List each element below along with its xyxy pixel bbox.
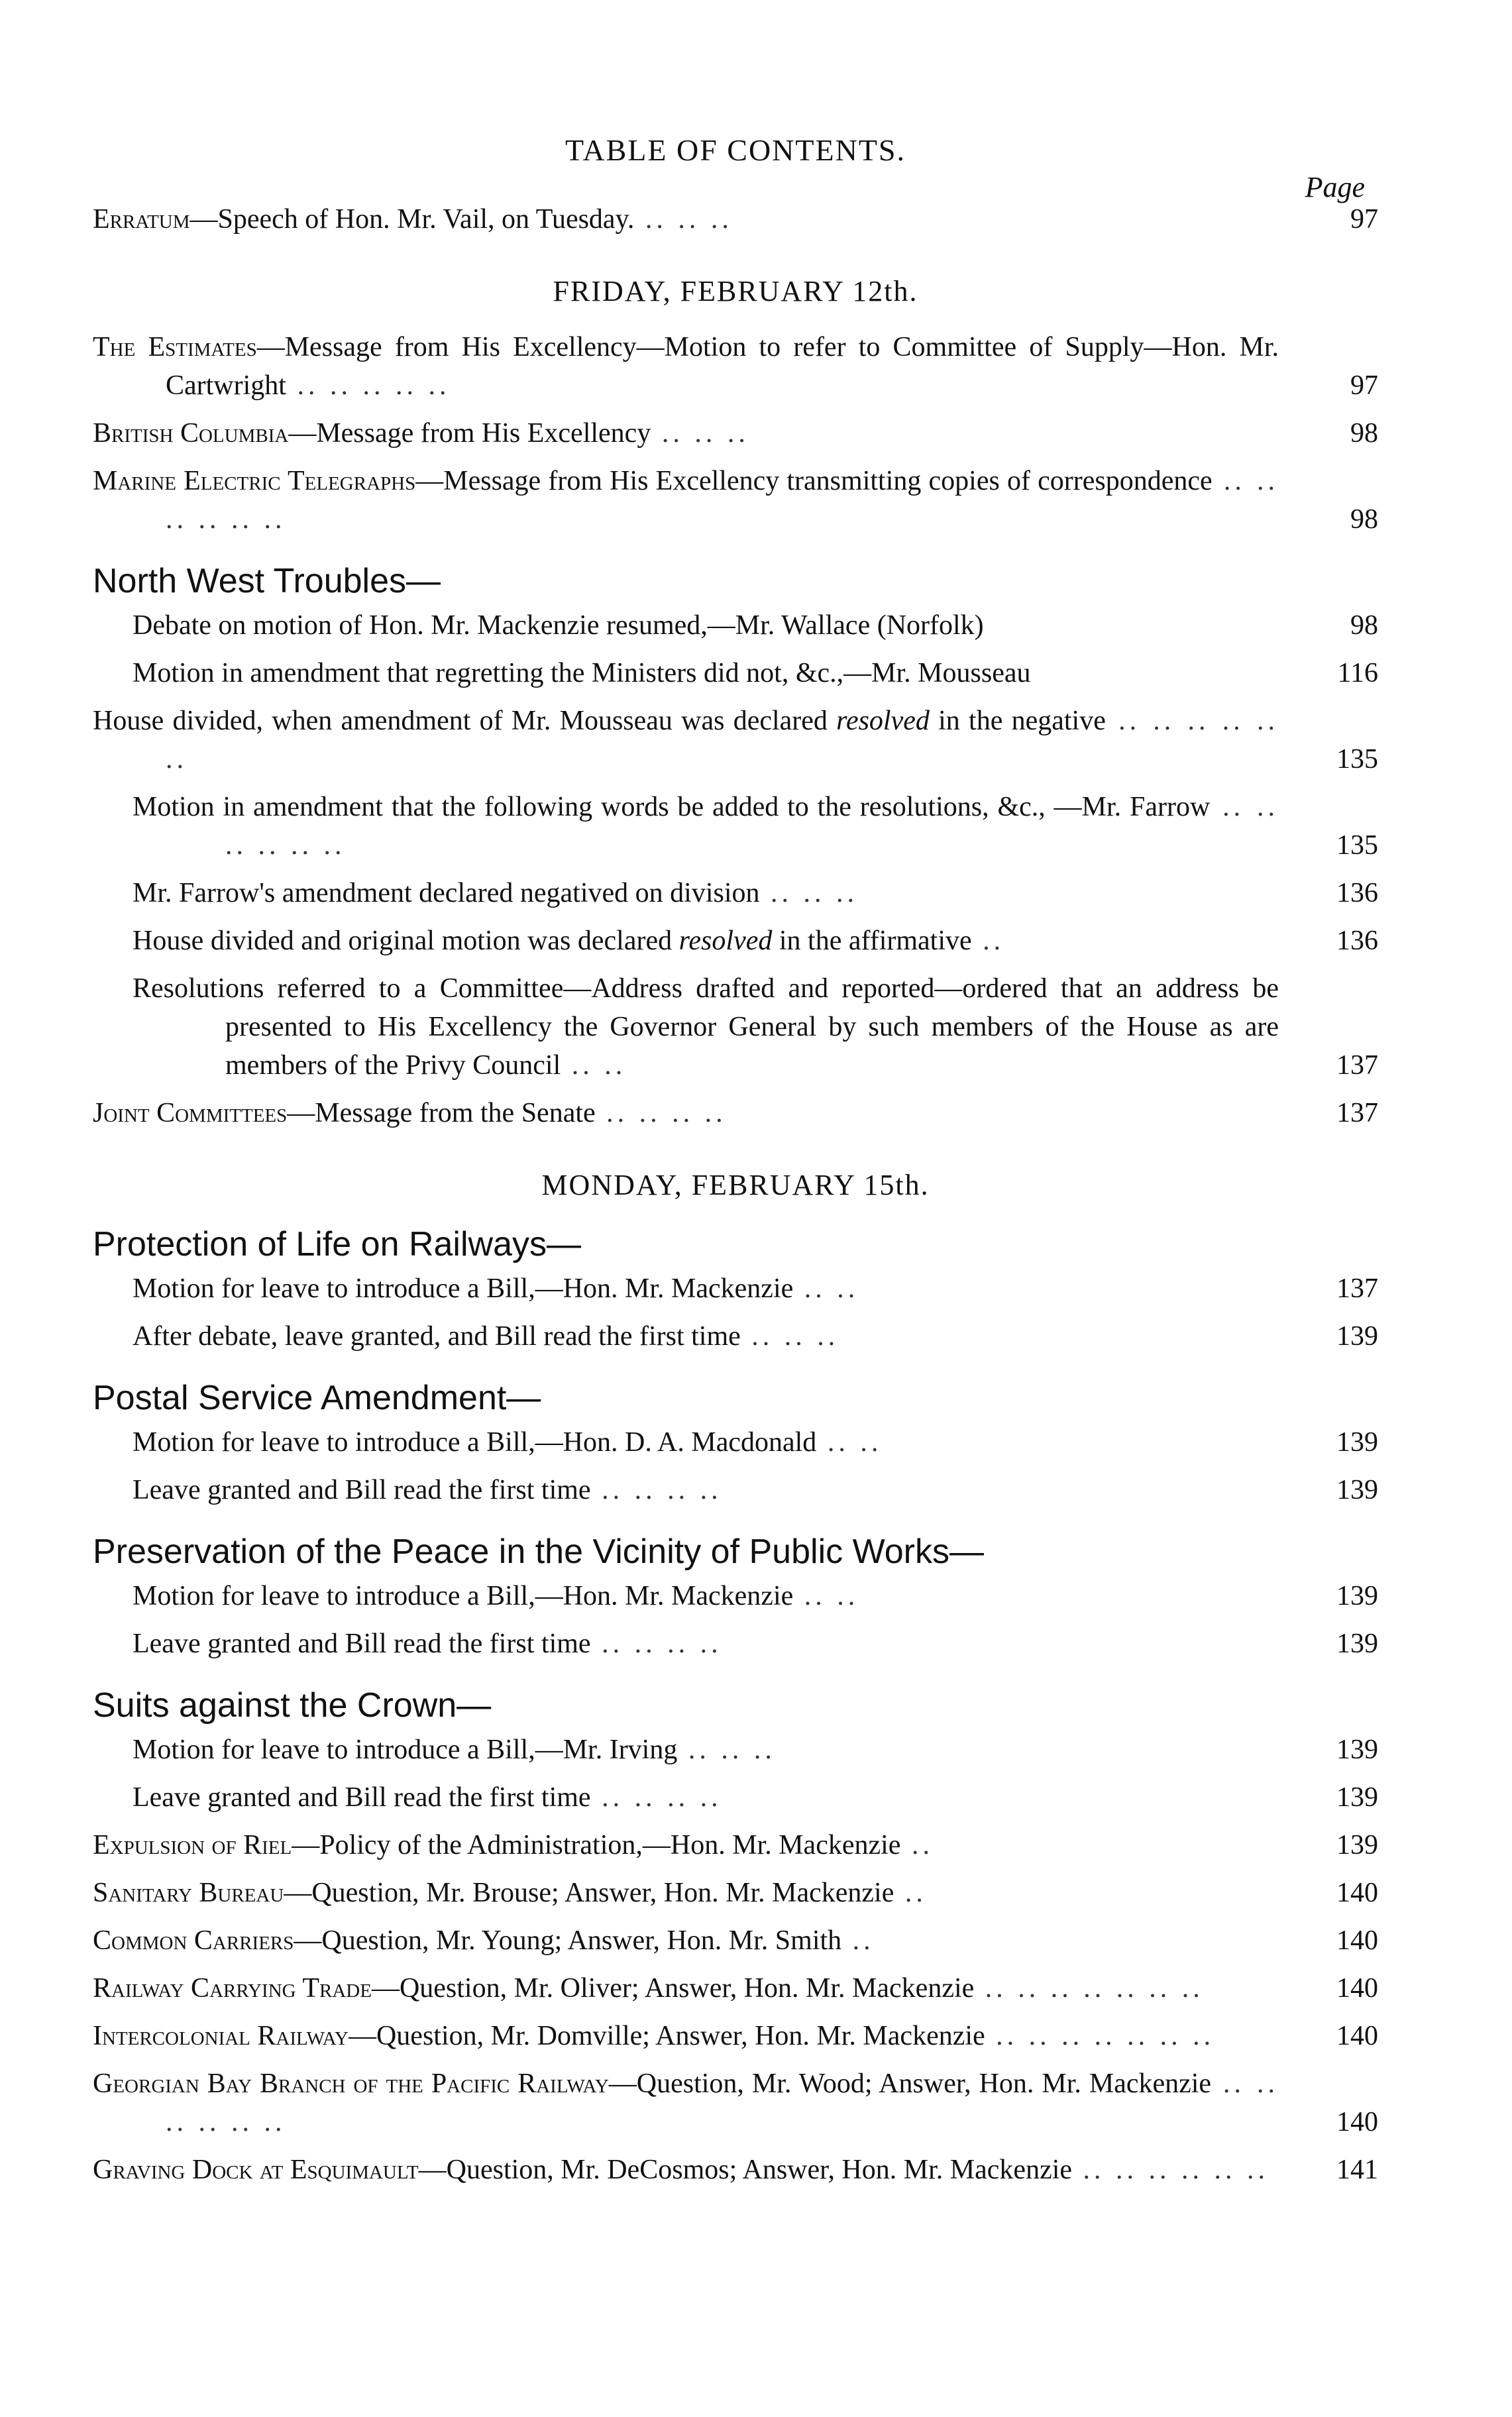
entry-text: —Message from His Excellency—Motion to refer to Committee of Supply—Hon. Mr. Cartwright	[166, 332, 1279, 401]
leader-dots: .. .. ..	[759, 878, 858, 908]
date-heading: MONDAY, FEBRUARY 15th.	[541, 1169, 930, 1201]
entry-text: Resolutions referred to a Committee—Address drafted and reported—ordered that an address be presented to His Excellency the Governor General by such members of the House as are members of the Privy Council	[133, 973, 1279, 1081]
toc-entry	[93, 1577, 1378, 1615]
section-heading: Suits against the Crown—	[93, 1686, 492, 1725]
entry-heading: The Estimates	[93, 332, 257, 362]
section-heading: Preservation of the Peace in the Vicinity of Public Works—	[93, 1532, 984, 1571]
entry-text: —Question, Mr. Oliver; Answer, Hon. Mr. Mackenzie	[371, 1973, 975, 2004]
entry-heading: Marine Electric Telegraphs	[93, 466, 416, 496]
leader-dots: .. .. .. .. .. .. ..	[974, 1973, 1204, 2004]
toc-entry	[93, 1921, 1378, 1960]
page-number: 140	[1336, 1878, 1378, 1908]
toc-page	[93, 133, 1378, 2198]
leader-dots: .. .. ..	[634, 204, 733, 235]
entry-text: Leave granted and Bill read the first time	[133, 1629, 591, 1659]
leader-dots: ..	[841, 1925, 875, 1956]
leader-dots: .. .. .. .. .. ..	[166, 706, 1279, 775]
page-number: 135	[1336, 830, 1378, 861]
leader-dots: .. ..	[816, 1427, 883, 1458]
entry-heading: Georgian Bay Branch of the Pacific Railway	[93, 2068, 609, 2099]
entry-heading: Sanitary Bureau	[93, 1878, 284, 1908]
entry-text: —Message from His Excellency transmitting copies of correspondence	[415, 466, 1213, 496]
page-number: 136	[1336, 926, 1378, 956]
entry-text: Leave granted and Bill read the first time	[133, 1475, 591, 1505]
entry-text: House divided, when amendment of Mr. Mousseau was declared resolved in the negative	[93, 706, 1106, 736]
page-number: 139	[1336, 1629, 1378, 1659]
entry-text: Leave granted and Bill read the first time	[133, 1782, 591, 1813]
page-number: 139	[1336, 1830, 1378, 1860]
date-heading: FRIDAY, FEBRUARY 12th.	[553, 275, 918, 307]
entry-text: —Question, Mr. Domville; Answer, Hon. Mr. Mackenzie	[348, 2021, 985, 2051]
page-number: 139	[1336, 1581, 1378, 1611]
toc-entry	[93, 1731, 1378, 1769]
page-number: 140	[1336, 2021, 1378, 2051]
toc-entry	[93, 1778, 1378, 1817]
toc-entry	[93, 969, 1378, 1085]
leader-dots: .. .. .. ..	[590, 1475, 722, 1505]
toc-entry	[93, 1471, 1378, 1509]
leader-dots: .. ..	[561, 1050, 627, 1081]
leader-dots: .. .. .. .. ..	[286, 370, 451, 401]
entry-text: —Policy of the Administration,—Hon. Mr. Mackenzie	[292, 1830, 901, 1860]
leader-dots: .. .. .. .. .. ..	[225, 792, 1279, 861]
page-number: 98	[1350, 504, 1378, 535]
entry-heading: British Columbia	[93, 418, 289, 449]
page-number: 136	[1336, 878, 1378, 908]
leader-dots: .. .. .. .. .. .. ..	[985, 2021, 1215, 2051]
entry-text: —Message from His Excellency	[288, 418, 651, 449]
toc-entry	[93, 702, 1378, 779]
toc-entry	[93, 922, 1378, 960]
page-number: 141	[1336, 2155, 1378, 2185]
toc-entry	[93, 788, 1378, 865]
page-number: 98	[1350, 418, 1378, 449]
entry-text: —Question, Mr. Young; Answer, Hon. Mr. Smith	[294, 1925, 842, 1956]
entry-text: Mr. Farrow's amendment declared negatived on division	[133, 878, 760, 908]
page-number: 140	[1336, 1973, 1378, 2004]
entry-heading: Joint Committees	[93, 1098, 288, 1128]
entry-text: Motion for leave to introduce a Bill,—Hon. D. A. Macdonald	[133, 1427, 817, 1458]
entry-text: —Question, Mr. Wood; Answer, Hon. Mr. Mackenzie	[608, 2068, 1212, 2099]
leader-dots: ..	[900, 1830, 934, 1860]
toc-entry	[93, 462, 1378, 539]
toc-entry	[93, 200, 1378, 239]
toc-entry	[93, 1317, 1378, 1356]
leader-dots: .. .. .. .. .. ..	[166, 466, 1279, 535]
leader-dots: .. .. .. ..	[595, 1098, 727, 1128]
leader-dots: ..	[971, 926, 1005, 956]
leader-dots: .. .. ..	[651, 418, 749, 449]
entry-heading: Intercolonial Railway	[93, 2021, 349, 2051]
entry-heading: Graving Dock at Esquimault	[93, 2155, 419, 2185]
leader-dots: .. .. ..	[677, 1735, 776, 1765]
page-number: 139	[1336, 1735, 1378, 1765]
leader-dots: .. ..	[793, 1581, 859, 1611]
entry-text: Motion in amendment that regretting the Ministers did not, &c.,—Mr. Mousseau	[133, 658, 1031, 688]
page-number: 116	[1337, 658, 1378, 688]
page-number: 139	[1336, 1475, 1378, 1505]
toc-entry	[93, 1423, 1378, 1462]
leader-dots: ..	[894, 1878, 927, 1908]
page-number: 137	[1336, 1050, 1378, 1081]
toc-entry	[93, 1269, 1378, 1308]
entry-text: After debate, leave granted, and Bill read the first time	[133, 1321, 741, 1352]
entry-text: Motion in amendment that the following words be added to the resolutions, &c., —Mr. Farrow	[133, 792, 1211, 822]
page-number: 137	[1336, 1098, 1378, 1128]
entry-text: Debate on motion of Hon. Mr. Mackenzie resumed,—Mr. Wallace (Norfolk)	[133, 610, 984, 641]
page-number: 139	[1336, 1782, 1378, 1813]
leader-dots: .. .. .. ..	[590, 1629, 722, 1659]
entry-heading: Common Carriers	[93, 1925, 294, 1956]
page-number: 97	[1350, 204, 1378, 235]
leader-dots: .. .. .. .. .. ..	[166, 2068, 1279, 2137]
page-number: 97	[1350, 370, 1378, 401]
page-number: 135	[1336, 744, 1378, 775]
page-number: 140	[1336, 1925, 1378, 1956]
toc-entry	[93, 1826, 1378, 1864]
entry-text: —Speech of Hon. Mr. Vail, on Tuesday.	[189, 204, 635, 235]
section-heading: Postal Service Amendment—	[93, 1379, 541, 1417]
section-heading: Protection of Life on Railways—	[93, 1225, 582, 1263]
entry-text: —Question, Mr. Brouse; Answer, Hon. Mr. Mackenzie	[284, 1878, 894, 1908]
toc-entry	[93, 1969, 1378, 2008]
entry-text: Motion for leave to introduce a Bill,—Mr. Irving	[133, 1735, 678, 1765]
leader-dots: .. ..	[793, 1273, 859, 1304]
entry-heading: Expulsion of Riel	[93, 1830, 292, 1860]
toc-entry	[93, 2017, 1378, 2055]
entry-text: —Message from the Senate	[287, 1098, 596, 1128]
page-column-header: Page	[1305, 171, 1365, 203]
page-number: 140	[1336, 2107, 1378, 2137]
entry-text: Motion for leave to introduce a Bill,—Hon. Mr. Mackenzie	[133, 1273, 794, 1304]
page-number: 98	[1350, 610, 1378, 641]
toc-entry	[93, 1094, 1378, 1132]
page-number: 139	[1336, 1427, 1378, 1458]
toc-entry	[93, 1874, 1378, 1912]
toc-entry	[93, 414, 1378, 453]
toc-entry	[93, 2151, 1378, 2189]
section-heading: North West Troubles—	[93, 562, 441, 600]
toc-entry	[93, 1625, 1378, 1663]
toc-body	[93, 200, 1378, 2189]
toc-entry	[93, 2065, 1378, 2141]
entry-text: —Question, Mr. DeCosmos; Answer, Hon. Mr. Mackenzie	[418, 2155, 1073, 2185]
entry-text: House divided and original motion was declared resolved in the affirmative	[133, 926, 972, 956]
entry-heading: Railway Carrying Trade	[93, 1973, 372, 2004]
toc-entry	[93, 654, 1378, 692]
leader-dots: .. .. .. ..	[590, 1782, 722, 1813]
toc-entry	[93, 328, 1378, 405]
toc-entry	[93, 606, 1378, 645]
page-number: 139	[1336, 1321, 1378, 1352]
entry-heading: Erratum	[93, 204, 190, 235]
page-number: 137	[1336, 1273, 1378, 1304]
toc-entry	[93, 874, 1378, 912]
leader-dots: .. .. ..	[740, 1321, 839, 1352]
leader-dots: .. .. .. .. .. ..	[1072, 2155, 1269, 2185]
entry-text: Motion for leave to introduce a Bill,—Hon. Mr. Mackenzie	[133, 1581, 794, 1611]
page-title: TABLE OF CONTENTS.	[565, 133, 906, 167]
